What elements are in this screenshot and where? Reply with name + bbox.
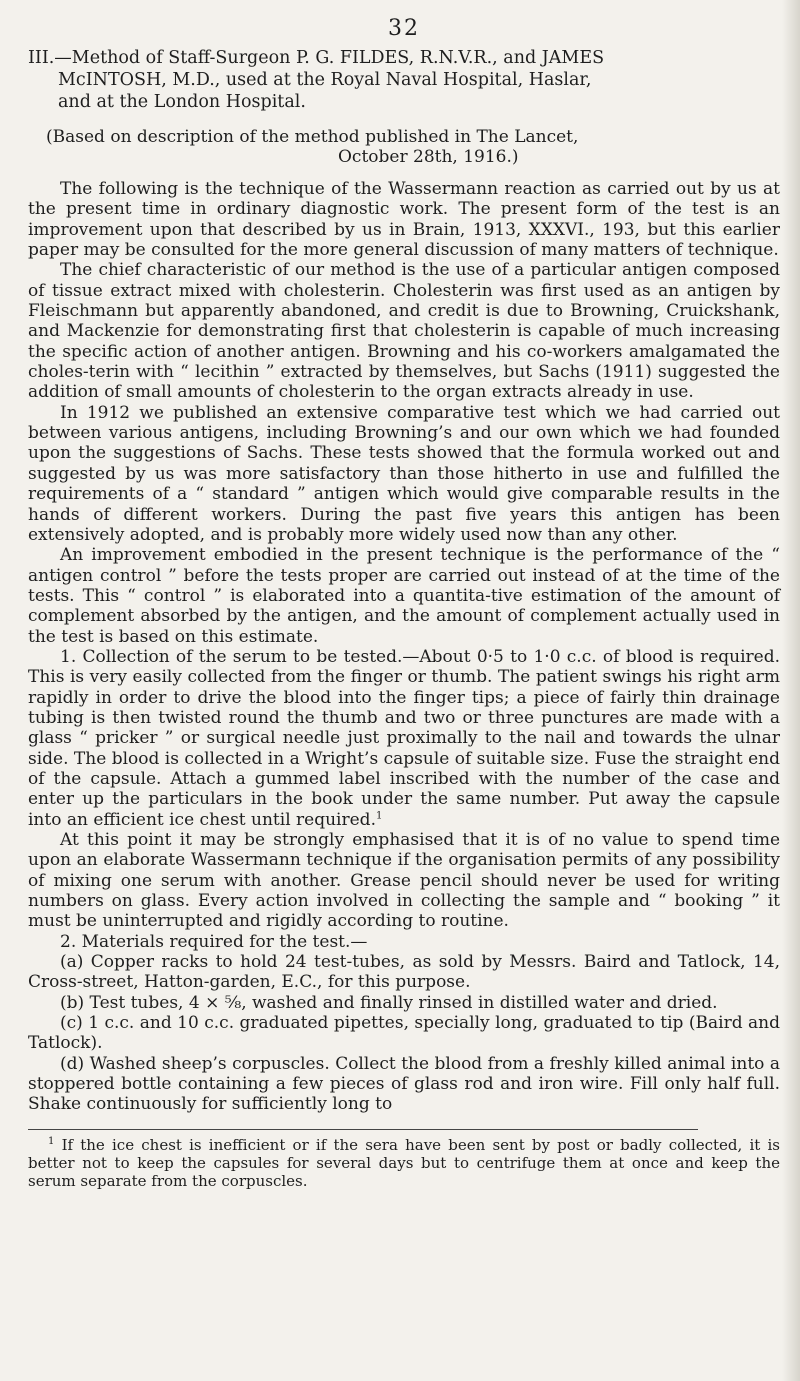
paragraph-collection <box>28 647 780 830</box>
paragraph-emphasis: At this point it may be strongly emphasised that it is of no value to spend time upon an elaborate Wassermann technique if the organisation permits of any possibility of mixing one serum with another. Grease pencil should never be used for writing numbers on glass. Every action involved in collecting the sample and “ booking ” it must be uninterrupted and rigidly according to routine. <box>28 830 780 932</box>
document-page <box>28 0 780 1190</box>
page-number: 32 <box>388 16 420 41</box>
paragraph-intro: The following is the technique of the Wassermann reaction as carried out by us at the present time in ordinary diagnostic work. The present form of the test is an improvement upon that described by us in Brain, 1913, XXXVI., 193, but this earlier paper may be consulted for the more general discussion of many matters of technique. <box>28 179 780 261</box>
collection-text: 1. Collection of the serum to be tested.—About 0·5 to 1·0 c.c. of blood is required. This is very easily collected from the finger or thumb. The patient swings his right arm rapidly in order to drive the blood into the finger tips; a piece of fairly thin drainage tubing is then twisted round the thumb and two or three punctures are made with a glass “ pricker ” or surgical needle just proximally to the nail and towards the ulnar side. The blood is collected in a Wright’s capsule of suitable size. Fuse the straight end of the capsule. Attach a gummed label inscribed with the number of the case and enter up the particulars in the book under the same number. Put away the capsule into an efficient ice chest until required. <box>28 646 780 830</box>
footnote-divider <box>28 1129 698 1130</box>
heading-line-2: McINTOSH, M.D., used at the Royal Naval Hospital, Haslar, <box>58 70 592 90</box>
paragraph-material-b: (b) Test tubes, 4 × ⅝, washed and finally rinsed in distilled water and dried. <box>60 992 718 1013</box>
paragraph-1912-test: In 1912 we published an extensive comparative test which we had carried out between various antigens, including Browning’s and our own which we had founded upon the suggestions of Sachs. These tests showed that the formula worked out and suggested by us was more satisfactory than those hitherto in use and fulfilled the requirements of a “ standard ” antigen which would give comparable results in the hands of different workers. During the past five years this antigen has been extensively adopted, and is probably more widely used now than any other. <box>28 402 780 545</box>
paragraph-material-c: (c) 1 c.c. and 10 c.c. graduated pipettes, specially long, graduated to tip (Baird and Tatlock). <box>28 1013 780 1054</box>
footnote-text: If the ice chest is inefficient or if the sera have been sent by post or badly collected, it is better not to keep the capsules for several days but to centrifuge them at once and keep the serum separate from the corpuscles. <box>28 1135 780 1190</box>
paragraph-materials-heading: 2. Materials required for the test.— <box>60 931 368 952</box>
page-edge-shadow <box>782 0 800 1381</box>
footnote-marker: 1 <box>48 1135 55 1147</box>
based-on-line-1: (Based on description of the method published in The Lancet, <box>46 127 579 147</box>
paragraph-antigen: The chief characteristic of our method is the use of a particular antigen composed of tissue extract mixed with cholesterin. Cholesterin was first used as an antigen by Fleischmann but apparently abandoned, and credit is due to Browning, Cruickshank, and Mackenzie for demonstrating first that cholesterin is capable of much increasing the specific action of another antigen. Browning and his co-workers amalgamated the choles-terin with “ lecithin ” extracted by themselves, but Sachs (1911) suggested the addition of small amounts of cholesterin to the organ extracts already in use. <box>28 260 780 403</box>
body-text <box>28 179 780 1115</box>
heading-line-3: and at the London Hospital. <box>58 92 306 112</box>
based-on-note <box>46 127 780 167</box>
based-on-line-2: October 28th, 1916.) <box>338 147 519 167</box>
footnote <box>28 1136 780 1190</box>
footnote-reference: 1 <box>375 810 383 821</box>
paragraph-material-a: (a) Copper racks to hold 24 test-tubes, as sold by Messrs. Baird and Tatlock, 14, Cross-street, Hatton-garden, E.C., for this purpose. <box>28 952 780 993</box>
heading-line-1: III.—Method of Staff-Surgeon P. G. FILDES, R.N.V.R., and JAMES <box>28 48 605 68</box>
paragraph-antigen-control: An improvement embodied in the present technique is the performance of the “ antigen control ” before the tests proper are carried out instead of at the time of the tests. This “ control ” is elaborated into a quantita-tive estimation of the amount of complement absorbed by the antigen, and the amount of complement actually used in the test is based on this estimate. <box>28 545 780 647</box>
section-heading <box>28 47 780 113</box>
paragraph-material-d: (d) Washed sheep’s corpuscles. Collect the blood from a freshly killed animal into a stoppered bottle containing a few pieces of glass rod and iron wire. Fill only half full. Shake continuously for sufficiently long to <box>28 1053 780 1115</box>
